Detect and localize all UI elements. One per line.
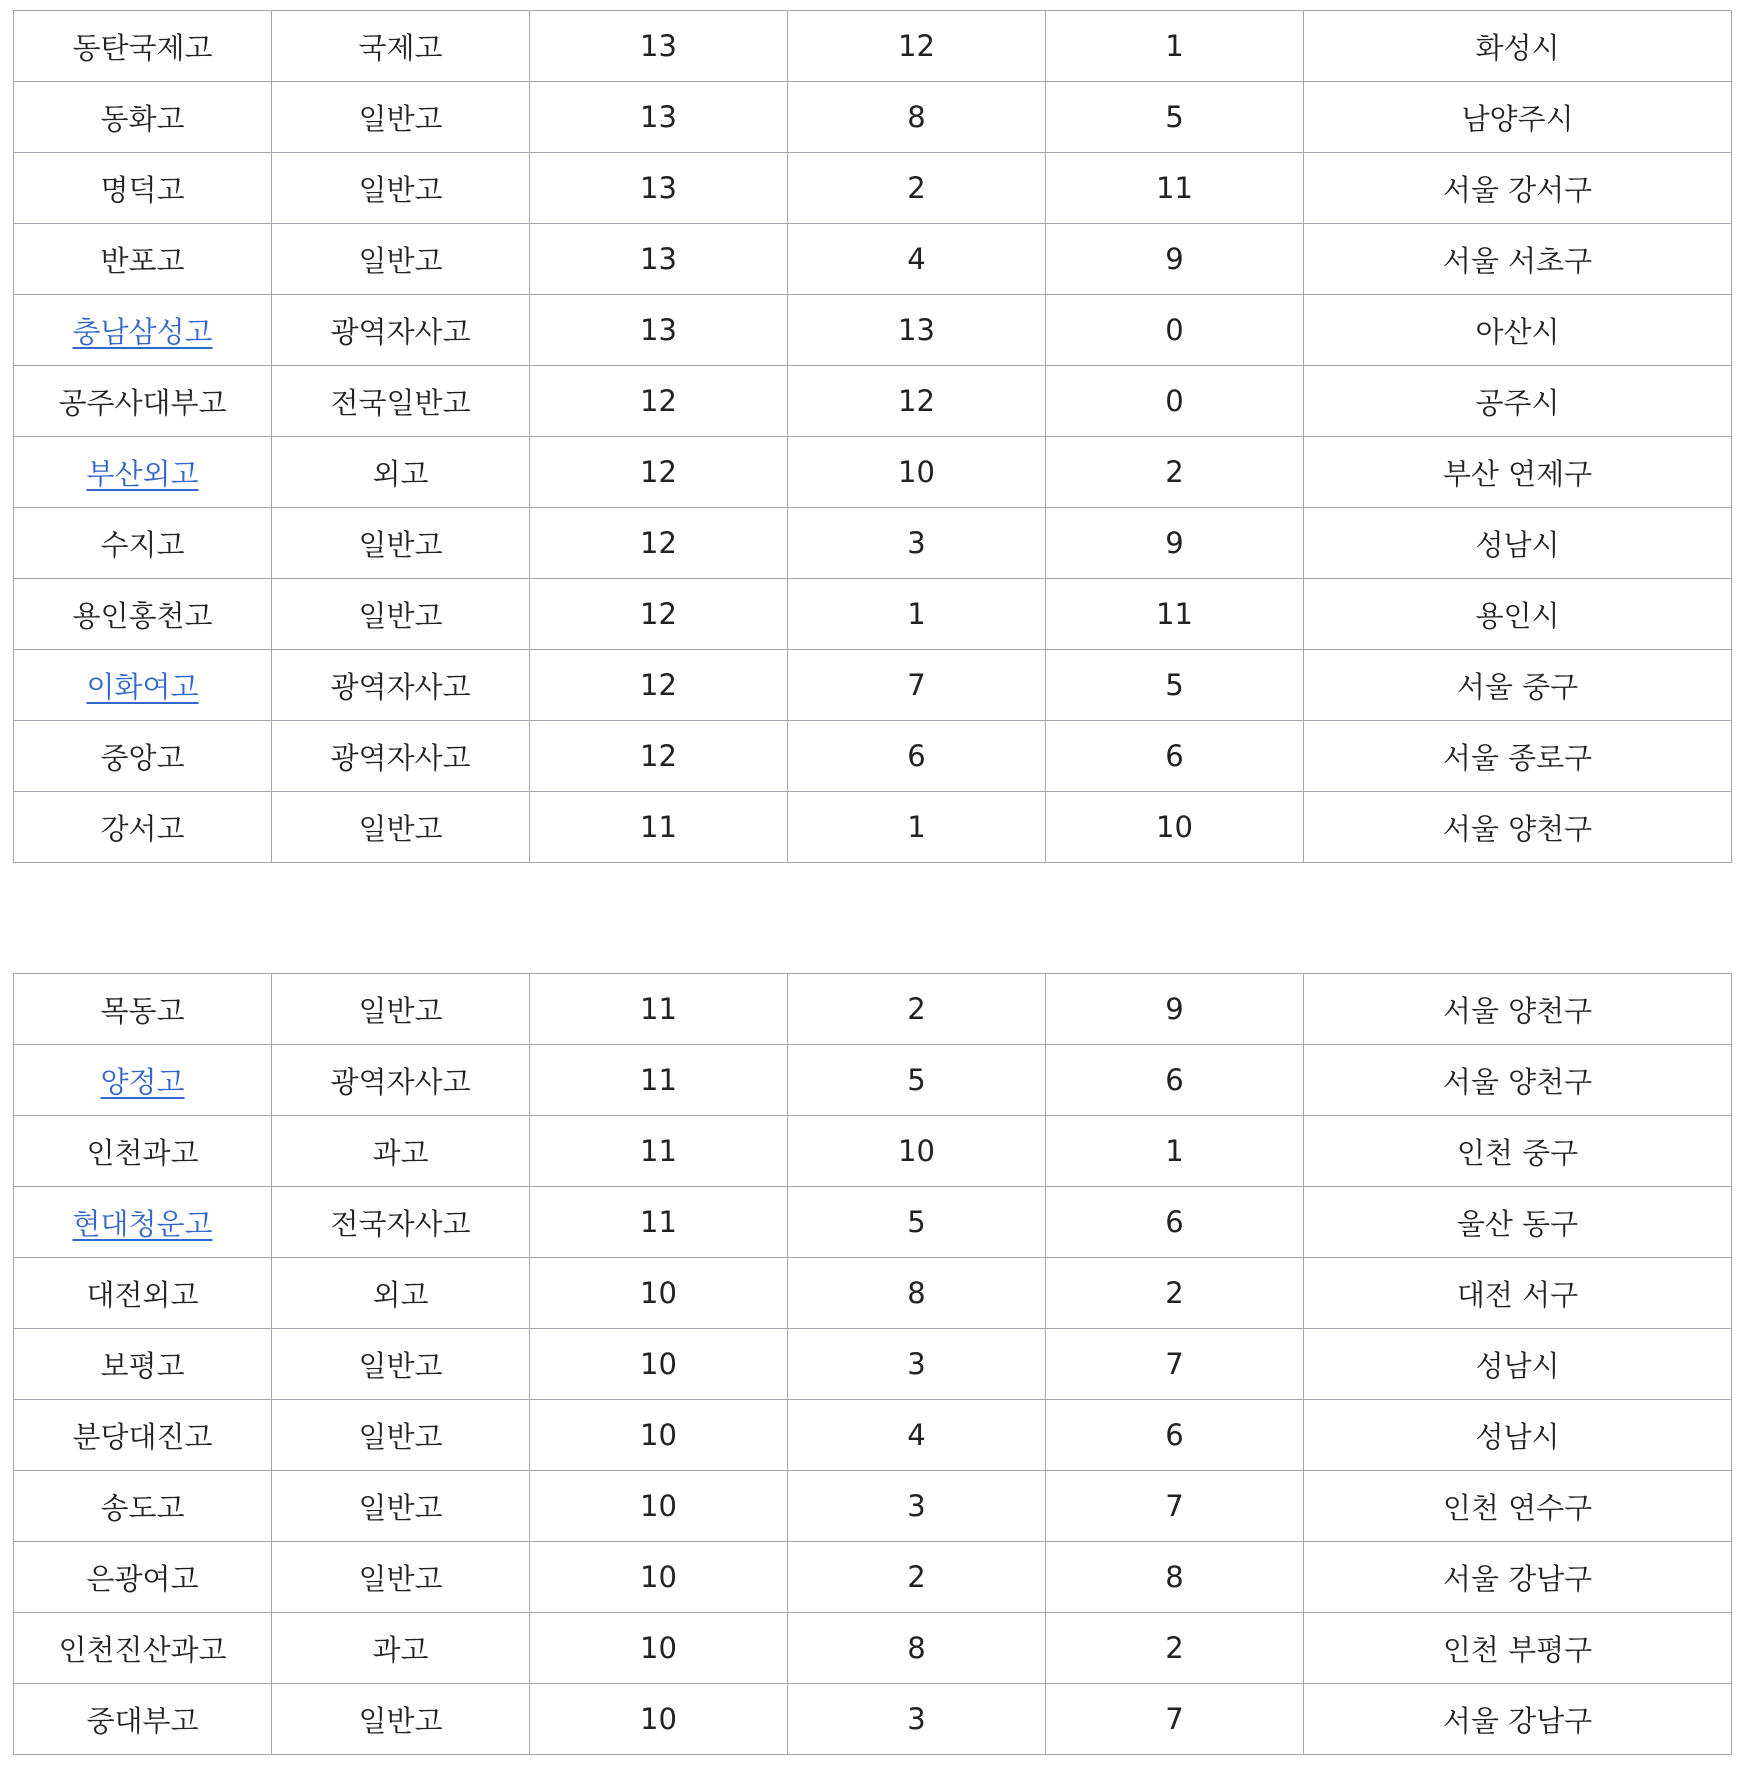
table-row [14, 82, 1732, 153]
total-count-cell: 10 [530, 1684, 788, 1755]
school-type-cell: 일반고 [272, 508, 530, 579]
school-name-cell: 대전외고 [14, 1258, 272, 1329]
count-b-cell: 7 [1046, 1329, 1304, 1400]
location-cell: 서울 강서구 [1304, 153, 1732, 224]
count-b-cell: 2 [1046, 1258, 1304, 1329]
school-name-cell: 분당대진고 [14, 1400, 272, 1471]
school-type-cell: 일반고 [272, 82, 530, 153]
count-a-cell: 7 [788, 650, 1046, 721]
count-a-cell: 1 [788, 792, 1046, 863]
school-name-cell [14, 437, 272, 508]
total-count-cell: 13 [530, 224, 788, 295]
school-name-link[interactable]: 양정고 [100, 1064, 185, 1099]
school-type-cell: 외고 [272, 1258, 530, 1329]
count-a-cell: 12 [788, 11, 1046, 82]
school-name-cell: 보평고 [14, 1329, 272, 1400]
count-b-cell: 10 [1046, 792, 1304, 863]
school-type-cell: 전국일반고 [272, 366, 530, 437]
location-cell: 인천 부평구 [1304, 1613, 1732, 1684]
count-b-cell: 6 [1046, 1400, 1304, 1471]
total-count-cell: 12 [530, 508, 788, 579]
location-cell: 서울 종로구 [1304, 721, 1732, 792]
count-a-cell: 3 [788, 508, 1046, 579]
count-b-cell: 1 [1046, 11, 1304, 82]
school-name-link[interactable]: 이화여고 [86, 669, 199, 704]
location-cell: 공주시 [1304, 366, 1732, 437]
location-cell: 부산 연제구 [1304, 437, 1732, 508]
count-a-cell: 1 [788, 579, 1046, 650]
table-row [14, 579, 1732, 650]
table-row [14, 1045, 1732, 1116]
location-cell: 인천 연수구 [1304, 1471, 1732, 1542]
location-cell: 화성시 [1304, 11, 1732, 82]
table-row [14, 650, 1732, 721]
total-count-cell: 11 [530, 1116, 788, 1187]
total-count-cell: 12 [530, 366, 788, 437]
count-a-cell: 8 [788, 1258, 1046, 1329]
table-row [14, 366, 1732, 437]
school-type-cell: 일반고 [272, 153, 530, 224]
school-type-cell: 과고 [272, 1116, 530, 1187]
school-type-cell: 일반고 [272, 1400, 530, 1471]
total-count-cell: 10 [530, 1258, 788, 1329]
school-table-2 [13, 973, 1732, 1755]
count-a-cell: 8 [788, 1613, 1046, 1684]
count-a-cell: 3 [788, 1684, 1046, 1755]
school-type-cell: 일반고 [272, 579, 530, 650]
total-count-cell: 13 [530, 82, 788, 153]
school-name-link[interactable]: 충남삼성고 [72, 314, 213, 349]
school-type-cell: 광역자사고 [272, 650, 530, 721]
school-name-cell: 반포고 [14, 224, 272, 295]
count-b-cell: 2 [1046, 437, 1304, 508]
school-name-cell [14, 650, 272, 721]
count-a-cell: 2 [788, 153, 1046, 224]
table-row [14, 1613, 1732, 1684]
school-name-cell: 동화고 [14, 82, 272, 153]
location-cell: 성남시 [1304, 508, 1732, 579]
count-b-cell: 5 [1046, 82, 1304, 153]
school-type-cell: 일반고 [272, 792, 530, 863]
total-count-cell: 13 [530, 295, 788, 366]
table-row [14, 437, 1732, 508]
location-cell: 서울 강남구 [1304, 1542, 1732, 1613]
count-a-cell: 10 [788, 437, 1046, 508]
total-count-cell: 10 [530, 1329, 788, 1400]
count-b-cell: 7 [1046, 1684, 1304, 1755]
table-body [14, 974, 1732, 1755]
total-count-cell: 11 [530, 792, 788, 863]
total-count-cell: 11 [530, 974, 788, 1045]
table-body [14, 11, 1732, 863]
school-type-cell: 일반고 [272, 974, 530, 1045]
table-row [14, 721, 1732, 792]
count-a-cell: 2 [788, 974, 1046, 1045]
school-type-cell: 일반고 [272, 1329, 530, 1400]
school-type-cell: 전국자사고 [272, 1187, 530, 1258]
count-b-cell: 7 [1046, 1471, 1304, 1542]
count-a-cell: 3 [788, 1471, 1046, 1542]
total-count-cell: 12 [530, 721, 788, 792]
count-b-cell: 8 [1046, 1542, 1304, 1613]
school-name-cell: 송도고 [14, 1471, 272, 1542]
count-a-cell: 12 [788, 366, 1046, 437]
count-b-cell: 0 [1046, 295, 1304, 366]
location-cell: 울산 동구 [1304, 1187, 1732, 1258]
count-b-cell: 6 [1046, 1187, 1304, 1258]
table-row [14, 11, 1732, 82]
school-name-cell: 중앙고 [14, 721, 272, 792]
school-type-cell: 일반고 [272, 1684, 530, 1755]
total-count-cell: 13 [530, 153, 788, 224]
school-name-cell [14, 1187, 272, 1258]
total-count-cell: 13 [530, 11, 788, 82]
count-a-cell: 5 [788, 1045, 1046, 1116]
location-cell: 서울 양천구 [1304, 974, 1732, 1045]
count-a-cell: 4 [788, 224, 1046, 295]
location-cell: 남양주시 [1304, 82, 1732, 153]
location-cell: 대전 서구 [1304, 1258, 1732, 1329]
location-cell: 서울 서초구 [1304, 224, 1732, 295]
count-b-cell: 1 [1046, 1116, 1304, 1187]
count-b-cell: 6 [1046, 721, 1304, 792]
table-row [14, 153, 1732, 224]
count-b-cell: 11 [1046, 153, 1304, 224]
count-b-cell: 9 [1046, 508, 1304, 579]
count-a-cell: 6 [788, 721, 1046, 792]
school-name-cell: 동탄국제고 [14, 11, 272, 82]
table-row [14, 1542, 1732, 1613]
school-name-cell: 수지고 [14, 508, 272, 579]
count-a-cell: 5 [788, 1187, 1046, 1258]
school-name-link[interactable]: 부산외고 [86, 456, 199, 491]
count-b-cell: 6 [1046, 1045, 1304, 1116]
table-row [14, 224, 1732, 295]
table-row [14, 974, 1732, 1045]
school-type-cell: 과고 [272, 1613, 530, 1684]
count-a-cell: 4 [788, 1400, 1046, 1471]
table-row [14, 1258, 1732, 1329]
count-a-cell: 8 [788, 82, 1046, 153]
location-cell: 서울 양천구 [1304, 1045, 1732, 1116]
school-name-cell: 인천과고 [14, 1116, 272, 1187]
count-b-cell: 9 [1046, 224, 1304, 295]
school-name-cell: 목동고 [14, 974, 272, 1045]
school-table-1 [13, 10, 1732, 863]
location-cell: 인천 중구 [1304, 1116, 1732, 1187]
school-name-cell: 명덕고 [14, 153, 272, 224]
school-name-cell: 은광여고 [14, 1542, 272, 1613]
location-cell: 성남시 [1304, 1400, 1732, 1471]
school-type-cell: 외고 [272, 437, 530, 508]
table-row [14, 1400, 1732, 1471]
school-type-cell: 광역자사고 [272, 1045, 530, 1116]
school-type-cell: 일반고 [272, 1471, 530, 1542]
total-count-cell: 11 [530, 1045, 788, 1116]
total-count-cell: 12 [530, 579, 788, 650]
school-type-cell: 국제고 [272, 11, 530, 82]
table-row [14, 792, 1732, 863]
total-count-cell: 10 [530, 1542, 788, 1613]
count-a-cell: 10 [788, 1116, 1046, 1187]
count-a-cell: 3 [788, 1329, 1046, 1400]
total-count-cell: 12 [530, 650, 788, 721]
count-b-cell: 2 [1046, 1613, 1304, 1684]
table-row [14, 1187, 1732, 1258]
count-b-cell: 9 [1046, 974, 1304, 1045]
table-row [14, 295, 1732, 366]
total-count-cell: 12 [530, 437, 788, 508]
school-type-cell: 광역자사고 [272, 295, 530, 366]
school-name-cell: 공주사대부고 [14, 366, 272, 437]
total-count-cell: 11 [530, 1187, 788, 1258]
total-count-cell: 10 [530, 1613, 788, 1684]
table-row [14, 508, 1732, 579]
school-name-cell [14, 1045, 272, 1116]
location-cell: 서울 강남구 [1304, 1684, 1732, 1755]
count-a-cell: 13 [788, 295, 1046, 366]
table-row [14, 1684, 1732, 1755]
location-cell: 서울 양천구 [1304, 792, 1732, 863]
location-cell: 용인시 [1304, 579, 1732, 650]
count-b-cell: 11 [1046, 579, 1304, 650]
school-name-cell: 강서고 [14, 792, 272, 863]
location-cell: 성남시 [1304, 1329, 1732, 1400]
school-type-cell: 일반고 [272, 224, 530, 295]
school-type-cell: 일반고 [272, 1542, 530, 1613]
school-type-cell: 광역자사고 [272, 721, 530, 792]
count-b-cell: 5 [1046, 650, 1304, 721]
school-name-cell: 중대부고 [14, 1684, 272, 1755]
count-b-cell: 0 [1046, 366, 1304, 437]
location-cell: 아산시 [1304, 295, 1732, 366]
school-name-cell: 용인홍천고 [14, 579, 272, 650]
school-name-cell: 인천진산과고 [14, 1613, 272, 1684]
table-row [14, 1116, 1732, 1187]
location-cell: 서울 중구 [1304, 650, 1732, 721]
table-row [14, 1329, 1732, 1400]
table-row [14, 1471, 1732, 1542]
total-count-cell: 10 [530, 1400, 788, 1471]
total-count-cell: 10 [530, 1471, 788, 1542]
school-name-cell [14, 295, 272, 366]
count-a-cell: 2 [788, 1542, 1046, 1613]
school-name-link[interactable]: 현대청운고 [72, 1206, 213, 1241]
